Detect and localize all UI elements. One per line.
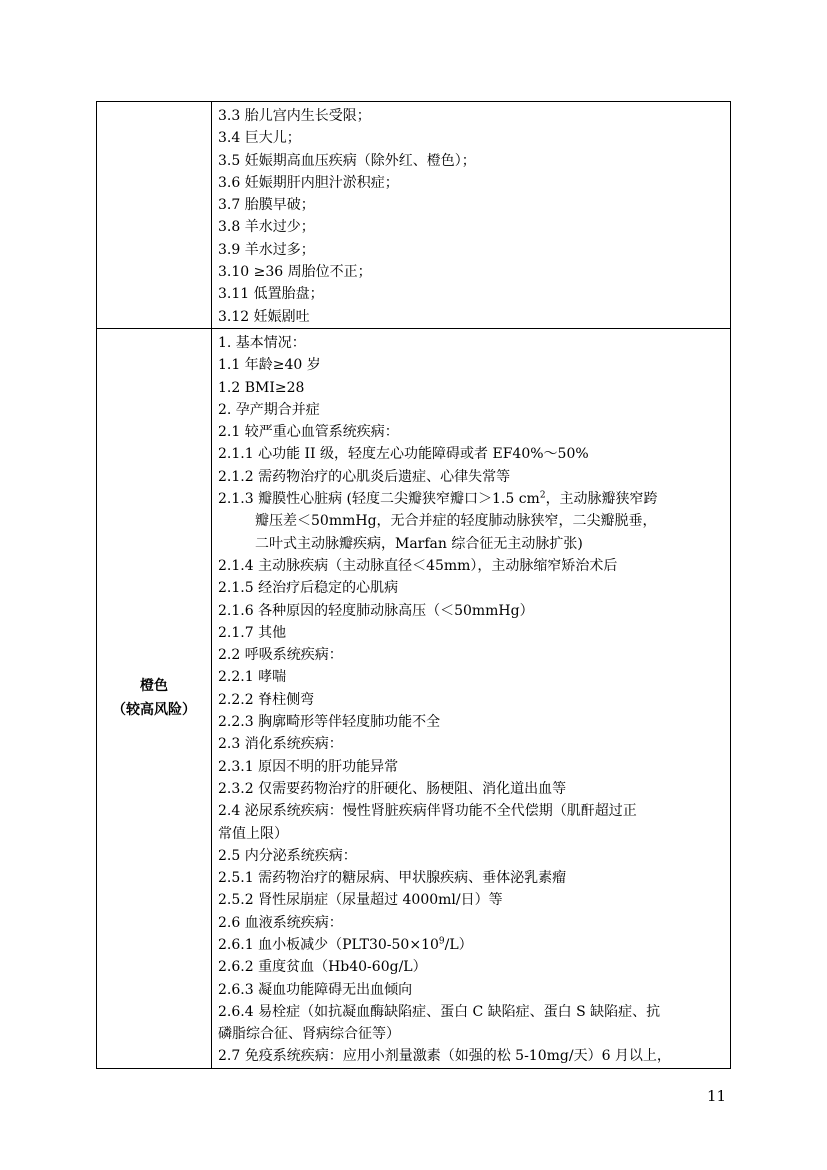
list-item: 2. 孕产期合并症 [218,401,320,418]
list-item: 2.3 消化系统疾病： [218,736,343,753]
superscript: 2 [539,490,546,501]
criteria-cell [212,328,731,1068]
list-item: 2.2.3 胸廓畸形等伴轻度肺功能不全 [218,714,441,731]
list-item-text: /L） [444,936,473,953]
list-item: 2.1.5 经治疗后稳定的心肌病 [218,580,399,597]
list-item: 3.4 巨大儿； [218,130,301,147]
list-item: 2.1.4 主动脉疾病（主动脉直径＜45mm），主动脉缩窄矫治术后 [218,557,618,574]
list-item: 2.5.2 肾性尿崩症（尿量超过 4000ml/日）等 [218,892,503,909]
risk-level-cell [97,328,212,1068]
list-item-text: ，主动脉瓣狭窄跨 [545,491,658,508]
list-item: 1.2 BMI≥28 [218,379,305,396]
list-item-continuation: 磷脂综合征、肾病综合征等） [218,1026,400,1043]
list-item: 2.5 内分泌系统疾病： [218,847,357,864]
list-item: 3.3 胎儿宫内生长受限； [218,108,371,124]
table-row [97,102,731,329]
list-item: 3.8 羊水过少； [218,219,315,236]
list-item: 3.5 妊娠期高血压疾病（除外红、橙色）； [218,152,476,169]
list-item: 2.6 血液系统疾病： [218,914,343,931]
list-item: 3.10 ≥36 周胎位不正； [218,264,372,281]
list-item: 2.2.2 脊柱侧弯 [218,691,315,708]
table-row [97,328,731,1068]
risk-level-subtitle: （较高风险） [112,702,196,719]
list-item: 2.5.1 需药物治疗的糖尿病、甲状腺疾病、垂体泌乳素瘤 [218,870,567,887]
list-item: 2.1.7 其他 [218,624,287,641]
list-item: 2.3.1 原因不明的肝功能异常 [218,758,399,775]
risk-level-title: 橙色 [140,678,168,695]
list-item-continuation: 二叶式主动脉瓣疾病，Marfan 综合征无主动脉扩张) [255,535,583,552]
list-item [218,934,724,956]
list-item: 1.1 年龄≥40 岁 [218,357,321,374]
list-item: 2.1.6 各种原因的轻度肺动脉高压（＜50mmHg） [218,602,534,619]
superscript: 9 [438,936,445,947]
list-item: 2.6.3 凝血功能障碍无出血倾向 [218,981,413,998]
list-item: 2.2 呼吸系统疾病： [218,647,343,664]
risk-table [96,101,731,1069]
list-item: 3.6 妊娠期肝内胆汁淤积症； [218,174,399,191]
list-item: 3.9 羊水过多； [218,241,315,258]
list-item: 1. 基本情况： [218,334,306,351]
page-number: 11 [707,1087,727,1105]
list-item: 3.12 妊娠剧吐 [218,308,310,325]
list-item [218,488,724,510]
list-item: 2.1.2 需药物治疗的心肌炎后遗症、心律失常等 [218,468,511,485]
list-item: 3.11 低置胎盘； [218,286,324,303]
criteria-cell [212,102,731,329]
list-item-text: 2.1.3 瓣膜性心脏病 (轻度二尖瓣狭窄瓣口＞1.5 cm [218,491,540,508]
list-item: 2.1 较严重心血管系统疾病： [218,424,399,441]
list-item: 2.2.1 哮喘 [218,669,287,686]
list-item: 2.4 泌尿系统疾病：慢性肾脏疾病伴肾功能不全代偿期（肌酐超过正 [218,803,637,820]
list-item: 2.7 免疫系统疾病：应用小剂量激素（如强的松 5-10mg/天）6 月以上， [218,1048,671,1065]
risk-level-cell-empty [97,102,212,329]
list-item: 3.7 胎膜早破； [218,197,315,214]
list-item: 2.1.1 心功能 II 级，轻度左心功能障碍或者 EF40%～50% [218,446,589,463]
list-item-continuation: 常值上限） [218,825,288,842]
list-item: 2.3.2 仅需要药物治疗的肝硬化、肠梗阻、消化道出血等 [218,780,567,797]
list-item-text: 2.6.1 血小板减少（PLT30-50×10 [218,936,439,953]
list-item: 2.6.2 重度贫血（Hb40-60g/L） [218,959,427,976]
list-item-continuation: 瓣压差＜50mmHg，无合并症的轻度肺动脉狭窄，二尖瓣脱垂， [255,513,657,530]
list-item: 2.6.4 易栓症（如抗凝血酶缺陷症、蛋白 C 缺陷症、蛋白 S 缺陷症、抗 [218,1003,661,1020]
